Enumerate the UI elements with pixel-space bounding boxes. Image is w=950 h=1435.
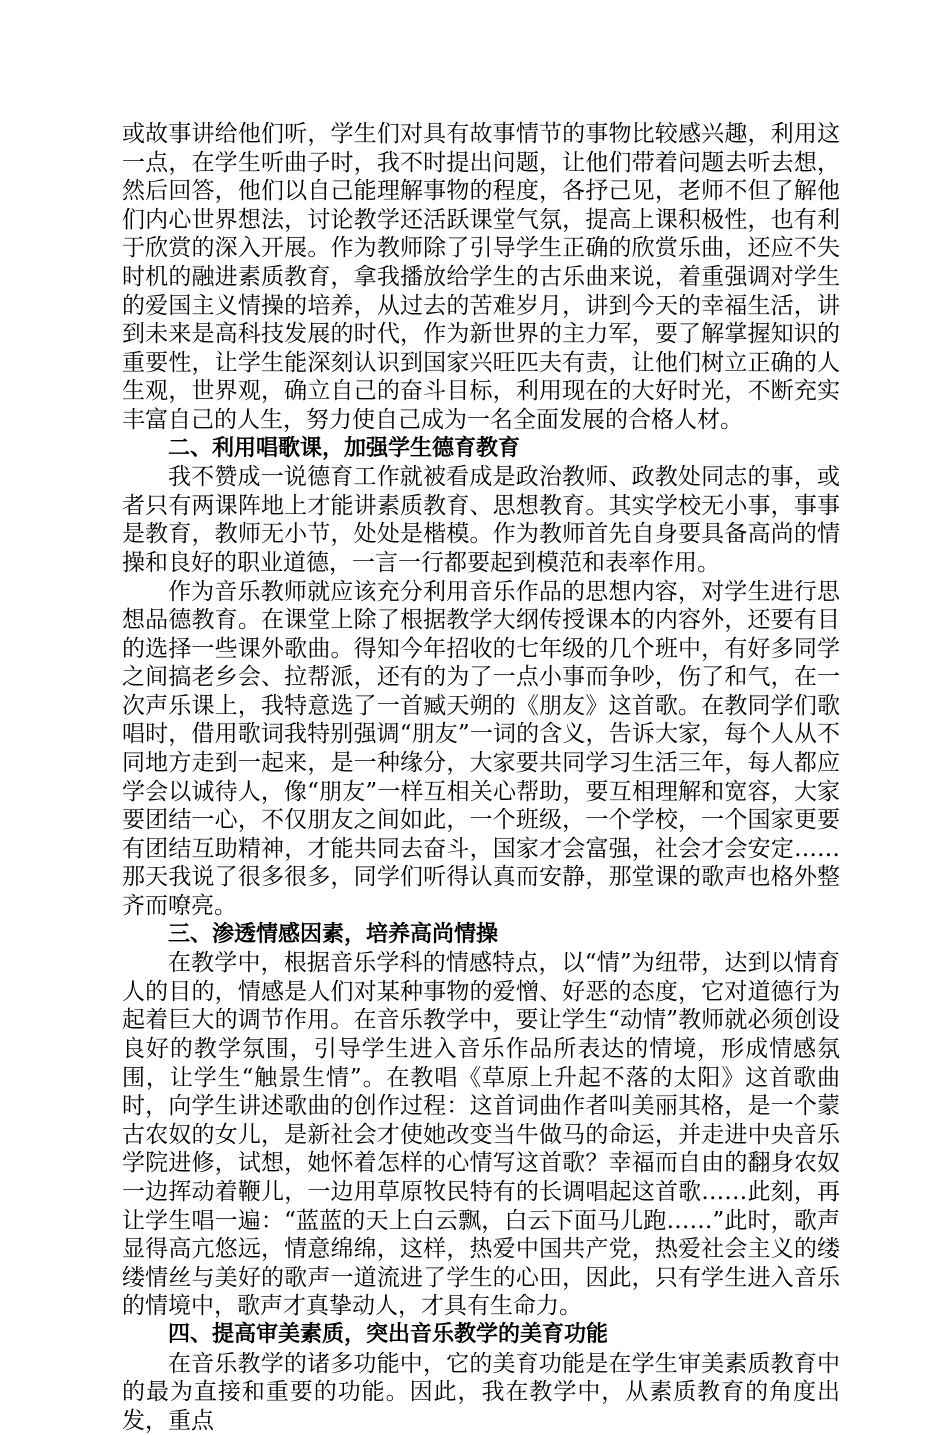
- paragraph-friends-song: 作为音乐教师就应该充分利用音乐作品的思想内容，对学生进行思想品德教育。在课堂上除了根据教学大纲传授课本的内容外，还要有目的选择一些课外歌曲。得知今年招收的七年级的几个班中，有好多同学之间搞老乡会、拉帮派，还有的为了一点小事而争吵，伤了和气，在一次声乐课上，我特意选了一首臧天朔的《朋友》这首歌。在教同学们歌唱时，借用歌词我特别强调“朋友”一词的含义，告诉大家，每个人从不同地方走到一起来，是一种缘分，大家要共同学习生活三年，每人都应学会以诚待人，像“朋友”一样互相关心帮助，要互相理解和宽容，大家要团结一心，不仅朋友之间如此，一个班级，一个学校，一个国家更要有团结互助精神，才能共同去奋斗，国家才会富强，社会才会安定……那天我说了很多很多，同学们听得认真而安静，那堂课的歌声也格外整齐而嘹亮。: [122, 578, 840, 920]
- paragraph-emotional-factors: 在教学中，根据音乐学科的情感特点，以“情”为纽带，达到以情育人的目的，情感是人们对某种事物的爱憎、好恶的态度，它对道德行为起着巨大的调节作用。在音乐教学中，要让学生“动情”教师就必须创设良好的教学氛围，引导学生进入音乐作品所表达的情境，形成情感氛围，让学生“触景生情”。在教唱《草原上升起不落的太阳》这首歌曲时，向学生讲述歌曲的创作过程：这首词曲作者叫美丽其格，是一个蒙古农奴的女儿，是新社会才使她改变当牛做马的命运，并走进中央音乐学院进修，试想，她怀着怎样的心情写这首歌？幸福而自由的翻身农奴一边挥动着鞭儿，一边用草原牧民特有的长调唱起这首歌……此刻，再让学生唱一遍：“蓝蓝的天上白云飘，白云下面马儿跑……”此时，歌声显得高亢悠远，情意绵绵，这样，热爱中国共产党，热爱社会主义的缕缕情丝与美好的歌声一道流进了学生的心田，因此，只有学生进入音乐的情境中，歌声才真挚动人，才具有生命力。: [122, 950, 840, 1320]
- paragraph-aesthetic-education: 在音乐教学的诸多功能中，它的美育功能是在学生审美素质教育中的最为直接和重要的功能。因此，我在教学中，从素质教育的角度出发，重点: [122, 1350, 840, 1434]
- section-heading-2: 二、利用唱歌课，加强学生德育教育: [168, 435, 521, 461]
- paragraph-moral-education: 我不赞成一说德育工作就被看成是政治教师、政教处同志的事，或者只有两课阵地上才能讲素质教育、思想教育。其实学校无小事，事事是教育，教师无小节，处处是楷模。作为教师首先自身要具备高尚的情操和良好的职业道德，一言一行都要起到模范和表率作用。: [122, 464, 840, 576]
- section-heading-3: 三、渗透情感因素，培养高尚情操: [168, 921, 499, 947]
- document-page: [122, 120, 840, 1435]
- section-heading-4: 四、提高审美素质，突出音乐教学的美育功能: [168, 1321, 609, 1347]
- paragraph-intro-continuation: 或故事讲给他们听，学生们对具有故事情节的事物比较感兴趣，利用这一点，在学生听曲子时，我不时提出问题，让他们带着问题去听去想，然后回答，他们以自己能理解事物的程度，各抒己见，老师不但了解他们内心世界想法，讨论教学还活跃课堂气氛，提高上课积极性，也有利于欣赏的深入开展。作为教师除了引导学生正确的欣赏乐曲，还应不失时机的融进素质教育，拿我播放给学生的古乐曲来说，着重强调对学生的爱国主义情操的培养，从过去的苦难岁月，讲到今天的幸福生活，讲到未来是高科技发展的时代，作为新世界的主力军，要了解掌握知识的重要性，让学生能深刻认识到国家兴旺匹夫有责，让他们树立正确的人生观，世界观，确立自己的奋斗目标，利用现在的大好时光，不断充实丰富自己的人生，努力使自己成为一名全面发展的合格人材。: [122, 121, 840, 433]
